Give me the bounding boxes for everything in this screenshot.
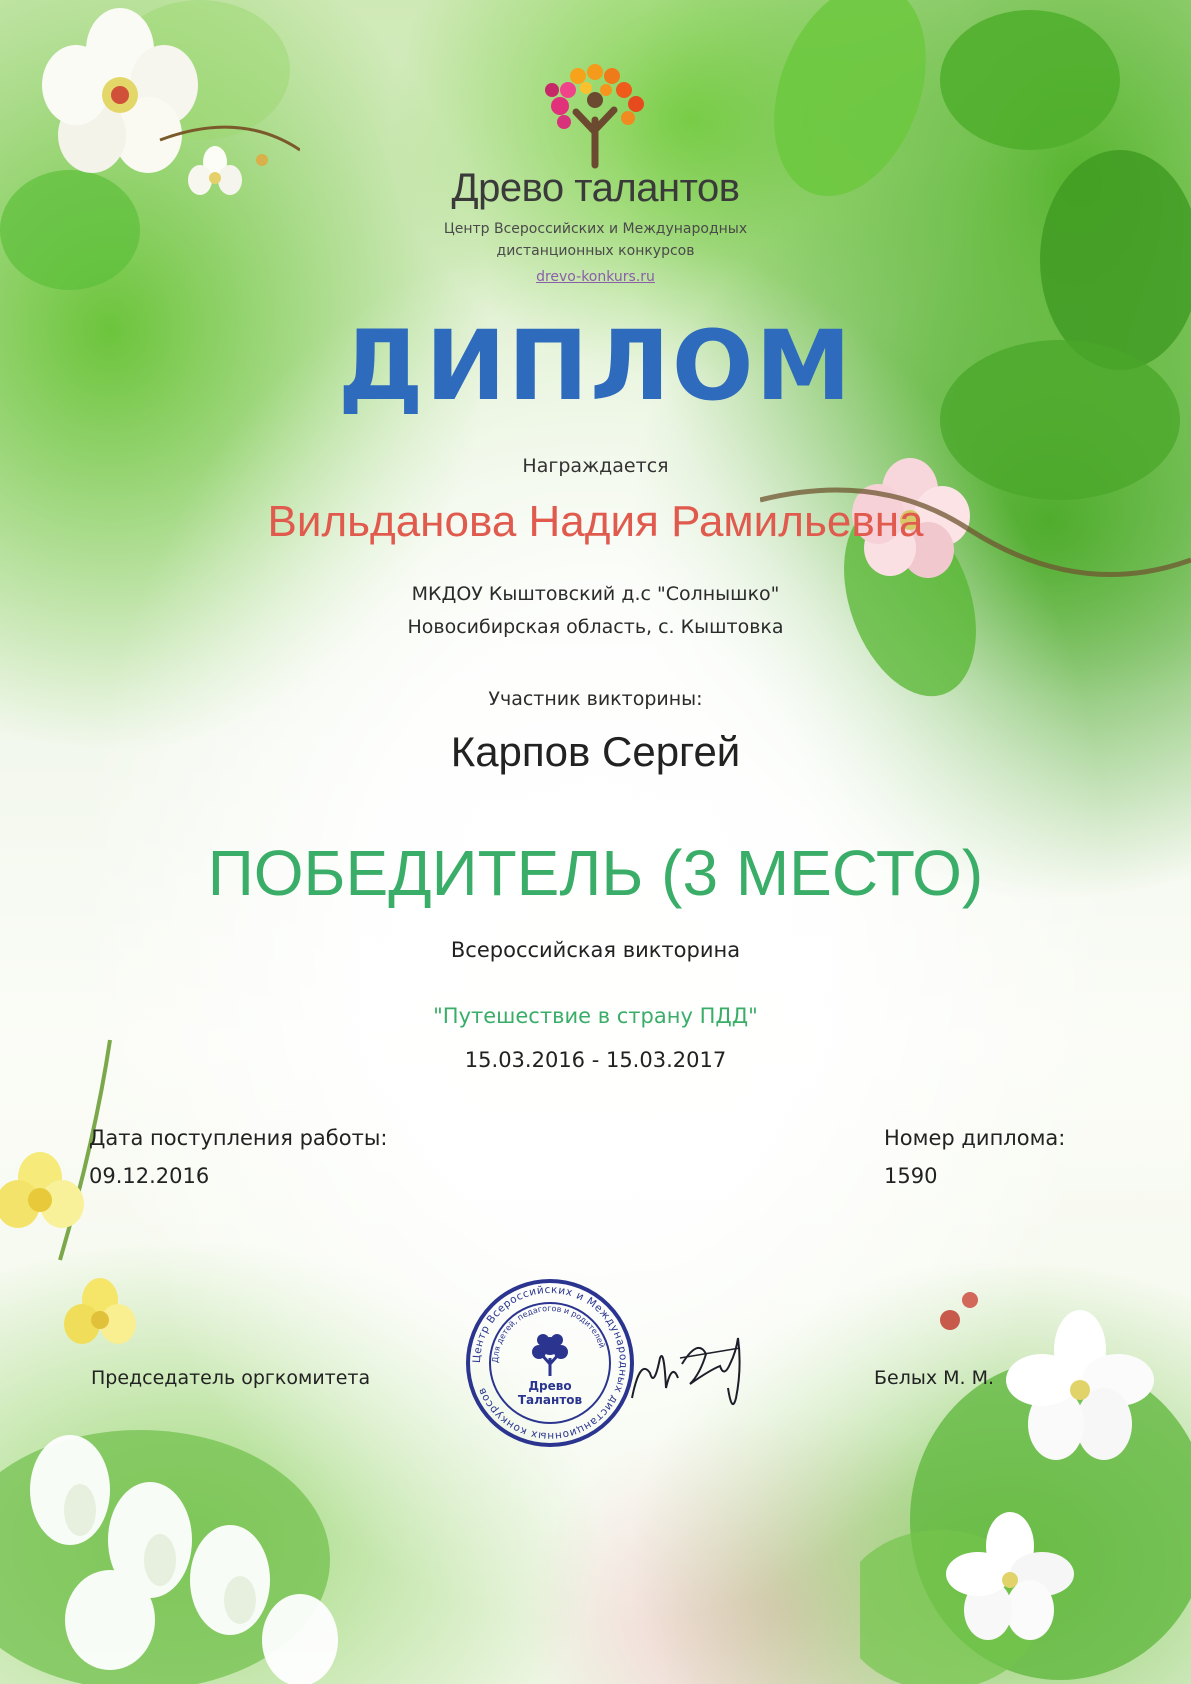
talent-tree-icon <box>540 60 650 170</box>
chairman-name: Белых М. М. <box>874 1367 995 1389</box>
brand-subtitle-line1: Центр Всероссийских и Международных <box>443 221 748 237</box>
chairman-role: Председатель оргкомитета <box>91 1367 371 1389</box>
stamp-center-line1: Древо <box>528 1379 572 1393</box>
received-date-label: Дата поступления работы: <box>89 1126 388 1150</box>
diploma-number-value: 1590 <box>884 1164 938 1188</box>
organization: МКДОУ Кыштовский д.с "Солнышко" <box>411 583 780 605</box>
diploma-title: ДИПЛОМ <box>337 310 854 422</box>
brand-link[interactable]: drevo-konkurs.ru <box>536 269 655 285</box>
tree-icon <box>532 1334 568 1376</box>
stamp-inner-text: Для детей, педагогов и родителей <box>490 1303 607 1364</box>
received-date-value: 09.12.2016 <box>89 1164 210 1188</box>
participant-label: Участник викторины: <box>488 688 703 710</box>
diploma-number-label: Номер диплома: <box>884 1126 1066 1150</box>
contest-type: Всероссийская викторина <box>450 938 741 962</box>
brand-subtitle-line2: дистанционных конкурсов <box>496 243 695 259</box>
brand-name: Древо талантов <box>451 166 740 210</box>
chairman-signature <box>620 1318 760 1418</box>
stamp-ring-text: Центр Всероссийских и Международных дистанционных конкурсов <box>470 1283 630 1443</box>
recipient-name: Вильданова Надия Рамильевна <box>267 497 924 546</box>
contest-name: "Путешествие в страну ПДД" <box>433 1004 758 1028</box>
contest-dates: 15.03.2016 - 15.03.2017 <box>464 1048 727 1072</box>
awarded-label: Награждается <box>522 455 669 477</box>
brand-link-row <box>0 266 1191 285</box>
result-title: ПОБЕДИТЕЛЬ (3 МЕСТО) <box>207 837 984 909</box>
bottom-left-flowers-decoration <box>0 1020 520 1684</box>
organization-stamp <box>465 1278 635 1448</box>
location: Новосибирская область, с. Кыштовка <box>407 616 784 638</box>
stamp-center-line2: Талантов <box>517 1393 583 1407</box>
participant-name: Карпов Сергей <box>450 728 741 775</box>
bottom-right-flowers-decoration <box>860 1280 1191 1684</box>
